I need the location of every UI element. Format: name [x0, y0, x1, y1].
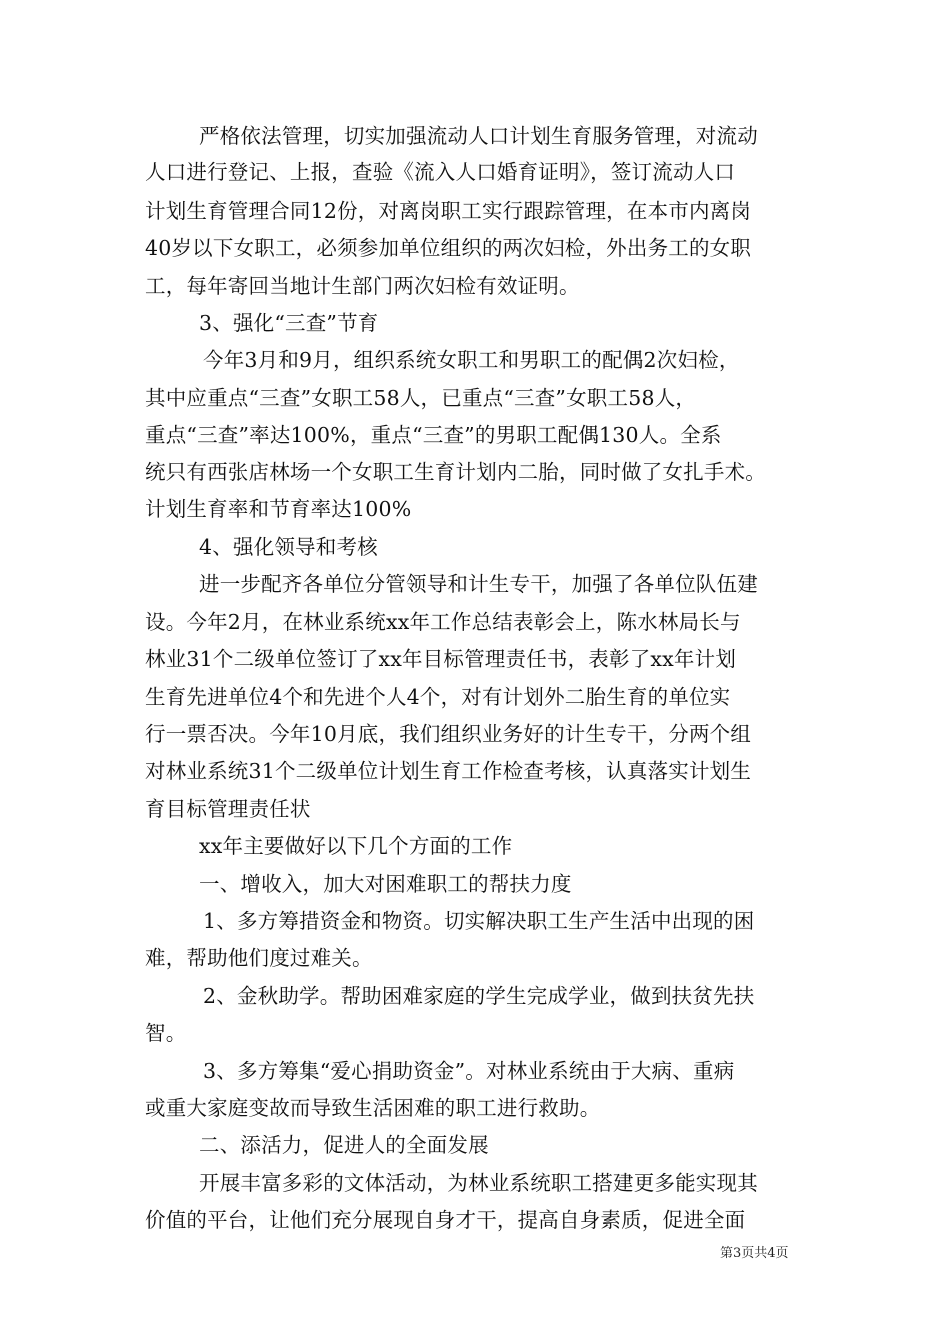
- text-line: 2、金秋助学。帮助困难家庭的学生完成学业，做到扶贫先扶: [203, 984, 755, 1008]
- text-line: 难，帮助他们度过难关。: [145, 946, 373, 970]
- section-heading: 一、增收入，加大对困难职工的帮扶力度: [199, 872, 572, 896]
- text-line: 林业31个二级单位签订了xx年目标管理责任书，表彰了xx年计划: [145, 647, 737, 671]
- text-line: 生育先进单位4个和先进个人4个，对有计划外二胎生育的单位实: [145, 685, 731, 709]
- text-line: 1、多方筹措资金和物资。切实解决职工生产生活中出现的困: [203, 909, 755, 933]
- text-line: 计划生育率和节育率达100%: [145, 497, 412, 521]
- text-line: 对林业系统31个二级单位计划生育工作检查考核，认真落实计划生: [145, 759, 752, 783]
- text-line: 工，每年寄回当地计生部门两次妇检有效证明。: [145, 274, 580, 298]
- section-heading: xx年主要做好以下几个方面的工作: [199, 834, 513, 858]
- text-line: 40岁以下女职工，必须参加单位组织的两次妇检，外出务工的女职: [145, 236, 752, 260]
- text-line: 开展丰富多彩的文体活动，为林业系统职工搭建更多能实现其: [199, 1171, 758, 1195]
- text-line: 或重大家庭变故而导致生活困难的职工进行救助。: [145, 1096, 601, 1120]
- text-line: 智。: [145, 1021, 187, 1045]
- section-heading: 3、强化“三查”节育: [199, 311, 379, 335]
- text-line: 行一票否决。今年10月底，我们组织业务好的计生专干，分两个组: [145, 722, 752, 746]
- text-line: 3、多方筹集“爱心捐助资金”。对林业系统由于大病、重病: [203, 1059, 735, 1083]
- text-line: 统只有西张店林场一个女职工生育计划内二胎，同时做了女扎手术。: [145, 460, 766, 484]
- text-line: 进一步配齐各单位分管领导和计生专干，加强了各单位队伍建: [199, 572, 758, 596]
- text-line: 育目标管理责任状: [145, 797, 311, 821]
- text-line: 计划生育管理合同12份，对离岗职工实行跟踪管理，在本市内离岗: [145, 199, 752, 223]
- text-line: 严格依法管理，切实加强流动人口计划生育服务管理，对流动: [199, 124, 758, 148]
- text-line: 设。今年2月，在林业系统xx年工作总结表彰会上，陈水林局长与: [145, 610, 741, 634]
- text-line: 价值的平台，让他们充分展现自身才干，提高自身素质，促进全面: [145, 1208, 746, 1232]
- text-line: 今年3月和9月，组织系统女职工和男职工的配偶2次妇检，: [203, 348, 740, 372]
- section-heading: 4、强化领导和考核: [199, 535, 378, 559]
- section-heading: 二、添活力，促进人的全面发展: [199, 1133, 489, 1157]
- text-line: 重点“三查”率达100%，重点“三查”的男职工配偶130人。全系: [145, 423, 722, 447]
- text-line: 人口进行登记、上报，查验《流入人口婚育证明》，签订流动人口: [145, 160, 736, 184]
- text-line: 其中应重点“三查”女职工58人，已重点“三查”女职工58人，: [145, 386, 697, 410]
- page-number: 第3页共4页: [720, 1246, 789, 1261]
